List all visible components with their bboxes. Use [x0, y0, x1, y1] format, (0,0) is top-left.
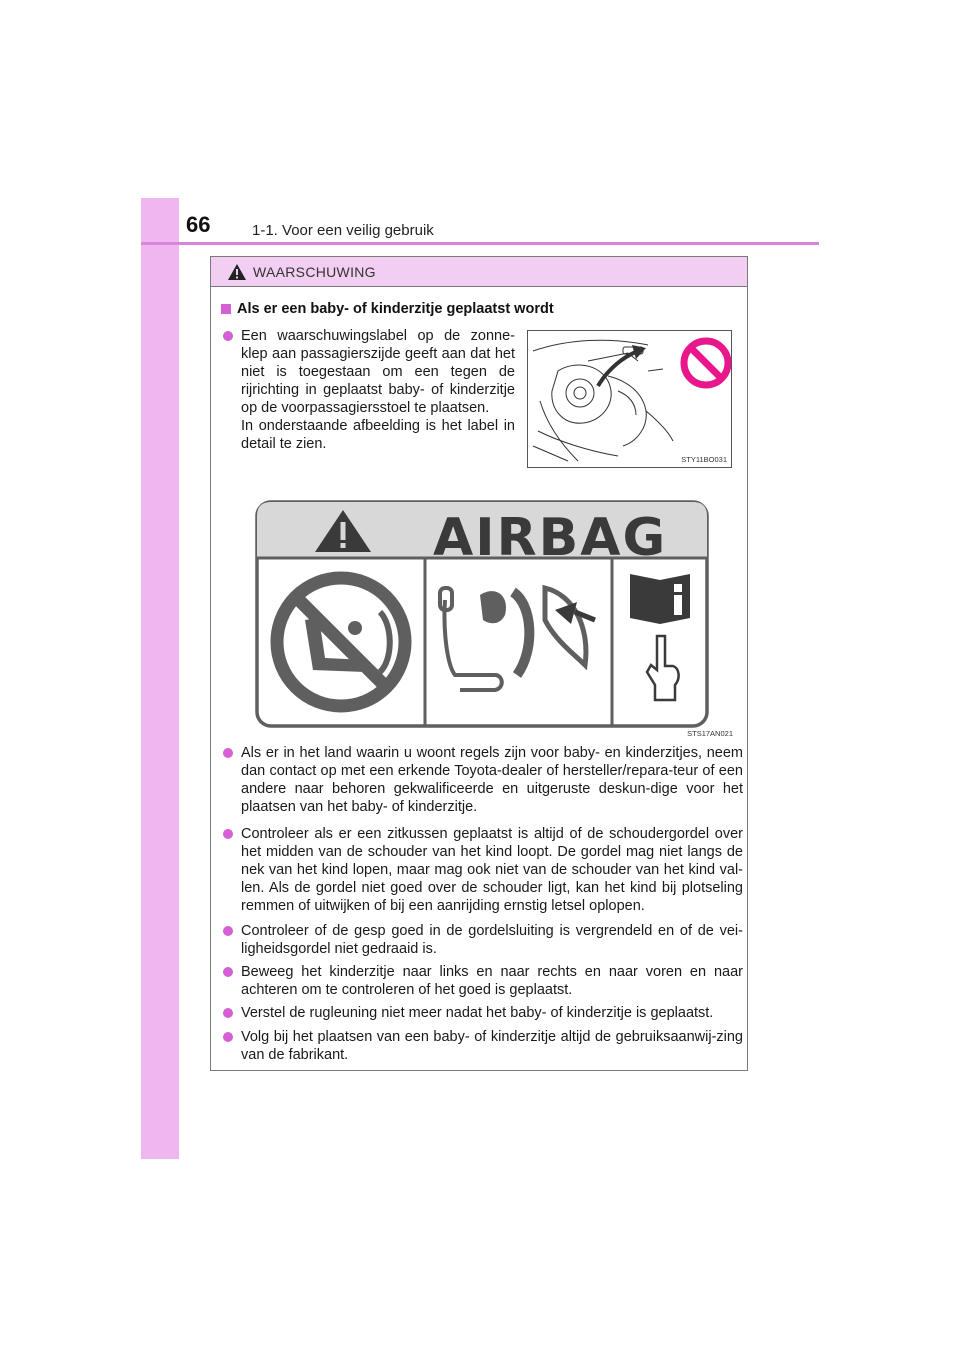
- list-item: [223, 825, 743, 915]
- label-figure-code: STS17AN021: [687, 729, 733, 738]
- car-interior-figure: [527, 330, 732, 468]
- info-book-icon: [630, 574, 690, 624]
- bullet-icon: [223, 926, 233, 936]
- warning-triangle-icon: [227, 263, 247, 281]
- car-figure-code: STY11BO031: [681, 455, 727, 464]
- prohibition-icon: [684, 341, 728, 385]
- list-item-text: Controleer of de gesp goed in de gordelsluiting is vergrendeld en of de vei-ligheidsgordel niet gedraaid is.: [241, 923, 743, 957]
- page-number: 66: [186, 212, 211, 237]
- header-line: [141, 242, 819, 245]
- list-item-text: Controleer als er een zitkussen geplaatst is altijd of de schoudergordel over het midden van de schouder van het kind loopt. De gordel mag niet langs de nek van het kind lopen, maar mag ook niet van de schouder van het kind val-len. Als de gordel niet goed over de schouder ligt, kan het kind bij plotseling remmen of uitwijken of bij een aanrijding ernstig letsel oplopen.: [241, 826, 743, 914]
- list-item: [223, 922, 743, 958]
- bullet-icon: [223, 967, 233, 977]
- list-item: [223, 1028, 743, 1064]
- bullet-icon: [223, 748, 233, 758]
- list-item-text: Als er in het land waarin u woont regels zijn voor baby- en kinderzitjes, neem dan contact op met een erkende Toyota-dealer of hersteller/repara-teur of een andere naar behoren gekwalificeerde en uitgeruste deskun-dige voor het plaatsen van het baby- of kinderzitje.: [241, 745, 743, 815]
- bullet-icon: [223, 1008, 233, 1018]
- bullet-icon: [223, 1032, 233, 1042]
- list-item: [223, 744, 743, 816]
- section-title: 1-1. Voor een veilig gebruik: [252, 222, 434, 239]
- list-item: [223, 963, 743, 999]
- warning-subheading: [221, 301, 554, 317]
- airbag-label-figure: [255, 500, 733, 738]
- warning-box: [210, 256, 748, 1071]
- bullet-icon: [223, 829, 233, 839]
- warning-header: [211, 257, 747, 287]
- square-bullet-icon: [221, 304, 231, 314]
- bullet-icon: [223, 331, 233, 341]
- list-item: [223, 327, 515, 453]
- list-item: [223, 1004, 743, 1022]
- warning-title: WAARSCHUWING: [253, 263, 376, 280]
- warning-subheading-text: Als er een baby- of kinderzitje geplaatst wordt: [237, 301, 554, 317]
- list-item-text: Volg bij het plaatsen van een baby- of kinderzitje altijd de gebruiksaanwij-zing van de fabrikant.: [241, 1029, 743, 1063]
- side-tab: [141, 198, 179, 1159]
- list-item-text: Beweeg het kinderzitje naar links en naar rechts en naar voren en naar achteren om te controleren of het goed is geplaatst.: [241, 964, 743, 998]
- airbag-word: AIRBAG: [433, 508, 668, 568]
- list-item-text: Een waarschuwingslabel op de zonne-klep aan passagierszijde geeft aan dat het niet is toegestaan om een tegen de rijrichting in geplaatst baby- of kinderzitje op de voorpassagiersstoel te plaatsen. In onderstaande afbeelding is het label in detail te zien.: [241, 328, 515, 452]
- car-interior-illustration: [528, 331, 731, 467]
- list-item-text: Verstel de rugleuning niet meer nadat het baby- of kinderzitje is geplaatst.: [241, 1005, 714, 1021]
